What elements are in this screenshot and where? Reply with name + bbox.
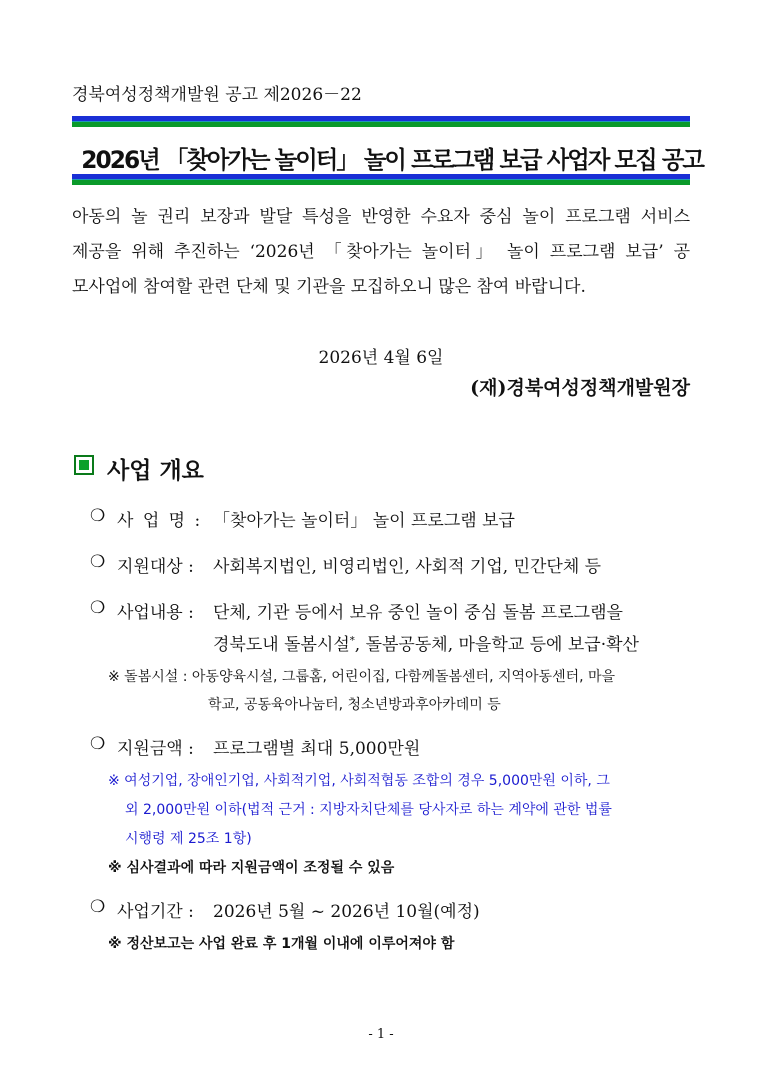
footnote-marker: * bbox=[349, 635, 355, 647]
item-content-label: 사업내용 : bbox=[117, 603, 194, 623]
item-amount-value: 프로그램별 최대 5,000만원 bbox=[213, 739, 421, 759]
item-period-label: 사업기간 : bbox=[117, 902, 194, 922]
title-bottom-bar bbox=[72, 174, 690, 185]
amount-note-line2: 외 2,000만원 이하(법적 근거 : 지방자치단체를 당사자로 하는 계약에 관한 법률 bbox=[125, 802, 612, 818]
item-amount-label: 지원금액 : bbox=[117, 739, 194, 759]
issuer: (재)경북여성정책개발원장 bbox=[470, 377, 690, 399]
section-square-icon bbox=[74, 455, 94, 475]
amount-note-line1: ※ 여성기업, 장애인기업, 사회적기업, 사회적협동 조합의 경우 5,000만원 이하, 그 bbox=[108, 773, 610, 789]
content-line2-a: 경북도내 돌봄시설 bbox=[213, 635, 350, 655]
intro-paragraph bbox=[72, 200, 690, 305]
bullet-circle-icon: ❍ bbox=[90, 552, 106, 572]
item-content-line2 bbox=[213, 630, 639, 655]
page-title: 2026년 「찾아가는 놀이터」 놀이 프로그램 보급 사업자 모집 공고 bbox=[81, 146, 703, 174]
care-facility-note-line1: ※ 돌봄시설 : 아동양육시설, 그룹홈, 어린이집, 다함께돌봄센터, 지역아동센터, 마을 bbox=[108, 669, 616, 685]
bullet-circle-icon: ❍ bbox=[90, 734, 106, 754]
bullet-circle-icon: ❍ bbox=[90, 897, 106, 917]
bullet-circle-icon: ❍ bbox=[90, 506, 106, 526]
item-target-label: 지원대상 : bbox=[117, 557, 194, 577]
item-target-value: 사회복지법인, 비영리법인, 사회적 기업, 민간단체 등 bbox=[213, 557, 602, 577]
notice-number: 경북여성정책개발원 공고 제2026－22 bbox=[72, 85, 362, 105]
announcement-date: 2026년 4월 6일 bbox=[318, 348, 444, 368]
page-number: - 1 - bbox=[368, 1027, 394, 1042]
amount-note-line3: 시행령 제 25조 1항) bbox=[125, 831, 252, 847]
intro-line: 제공을 위해 추진하는 ‘2026년 「찾아가는 놀이터」 놀이 프로그램 보급’ 공 bbox=[72, 242, 690, 262]
care-facility-note-line2: 학교, 공동육아나눔터, 청소년방과후아카데미 등 bbox=[208, 697, 501, 713]
content-line2-b: , 돌봄공동체, 마을학교 등에 보급·확산 bbox=[354, 635, 639, 655]
item-name-label: 사 업 명 : bbox=[117, 511, 203, 531]
amount-adjust-note: ※ 심사결과에 따라 지원금액이 조정될 수 있음 bbox=[108, 860, 395, 876]
title-top-bar bbox=[72, 116, 690, 127]
intro-line: 아동의 놀 권리 보장과 발달 특성을 반영한 수요자 중심 놀이 프로그램 서비스 bbox=[72, 207, 690, 227]
bullet-circle-icon: ❍ bbox=[90, 598, 106, 618]
settlement-note: ※ 정산보고는 사업 완료 후 1개월 이내에 이루어져야 함 bbox=[108, 936, 455, 952]
intro-line: 모사업에 참여할 관련 단체 및 기관을 모집하오니 많은 참여 바랍니다. bbox=[72, 277, 586, 297]
section-title: 사업 개요 bbox=[107, 458, 204, 484]
item-content-line1: 단체, 기관 등에서 보유 중인 놀이 중심 돌봄 프로그램을 bbox=[213, 603, 623, 623]
item-period-value: 2026년 5월 ~ 2026년 10월(예정) bbox=[213, 902, 480, 922]
item-name-value: 「찾아가는 놀이터」 놀이 프로그램 보급 bbox=[213, 511, 515, 531]
